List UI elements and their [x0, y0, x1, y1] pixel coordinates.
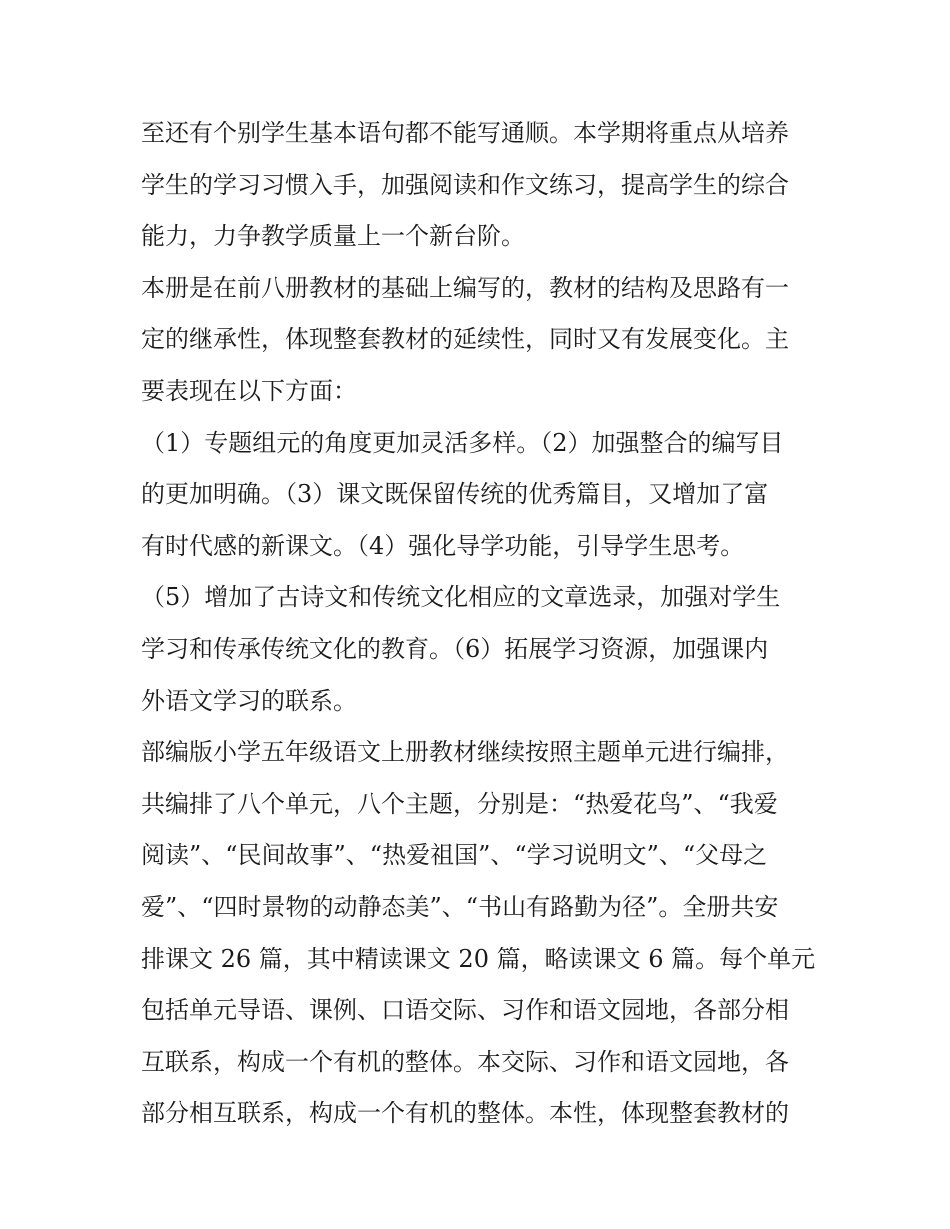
document-body: [141, 108, 821, 1140]
text-line-11: 学习和传承传统文化的教育。（6）拓展学习资源，加强课内: [141, 634, 769, 663]
text-line-6: 要表现在以下方面：: [141, 376, 357, 405]
text-line-4: 本册是在前八册教材的基础上编写的，教材的结构及思路有一: [141, 273, 789, 302]
text-line-1: 至还有个别学生基本语句都不能写通顺。本学期将重点从培养: [141, 119, 789, 147]
text-line-14: 共编排了八个单元，八个主题，分别是：“热爱花鸟”、“我爱: [141, 789, 778, 818]
text-line-20: 部分相互联系，构成一个有机的整体。本性，体现整套教材的: [141, 1099, 789, 1128]
text-line-7: （1）专题组元的角度更加灵活多样。（2）加强整合的编写目: [141, 428, 784, 457]
text-line-13: 部编版小学五年级语文上册教材继续按照主题单元进行编排，: [141, 738, 789, 767]
text-line-10: （5）增加了古诗文和传统文化相应的文章选录，加强对学生: [141, 583, 781, 612]
text-line-16: 爱”、“四时景物的动静态美”、“书山有路勤为径”。全册共安: [141, 892, 779, 921]
text-line-17: 排课文 26 篇，其中精读课文 20 篇，略读课文 6 篇。每个单元: [141, 944, 816, 973]
text-line-2: 学生的学习习惯入手，加强阅读和作文练习，提高学生的综合: [141, 170, 789, 199]
text-line-15: 阅读”、“民间故事”、“热爱祖国”、“学习说明文”、“父母之: [141, 841, 768, 870]
text-line-19: 互联系，构成一个有机的整体。本交际、习作和语文园地，各: [141, 1047, 789, 1076]
text-line-8: 的更加明确。（3）课文既保留传统的优秀篇目，又增加了富: [141, 480, 769, 509]
text-line-9: 有时代感的新课文。（4）强化导学功能，引导学生思考。: [141, 531, 745, 560]
text-line-12: 外语文学习的联系。: [141, 686, 357, 715]
text-line-18: 包括单元导语、课例、口语交际、习作和语文园地，各部分相: [141, 996, 789, 1025]
text-line-5: 定的继承性，体现整套教材的延续性，同时又有发展变化。主: [141, 325, 789, 354]
text-line-3: 能力，力争教学质量上一个新台阶。: [141, 222, 525, 251]
